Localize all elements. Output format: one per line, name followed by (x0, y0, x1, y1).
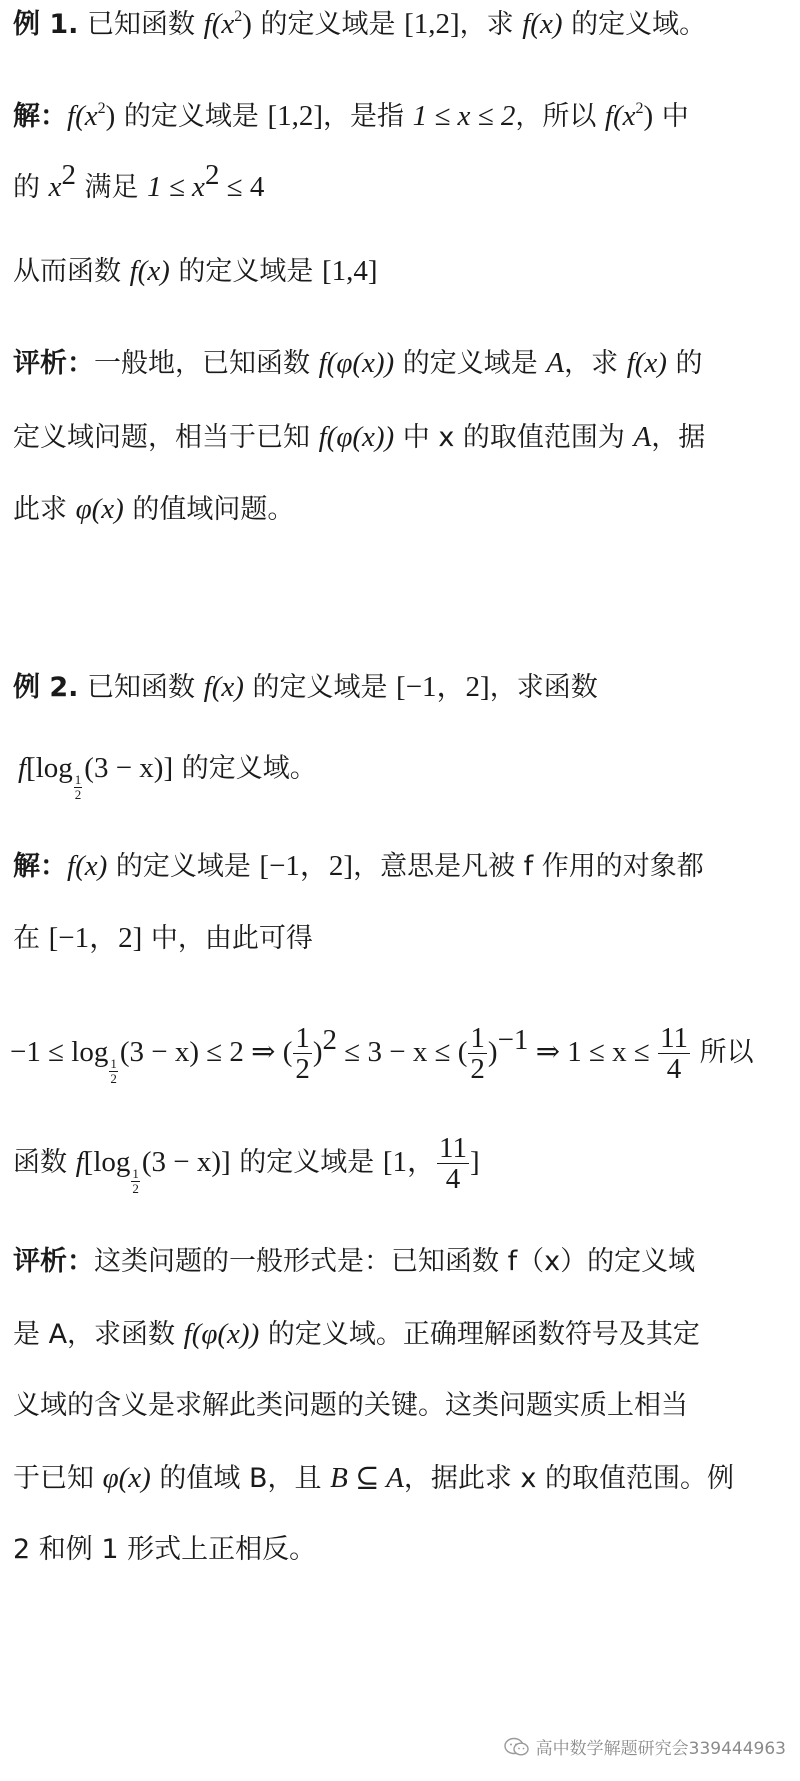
example-1-comment-end: 此求 φ(x) 的值域问题。 (13, 493, 295, 525)
example-2-comment: 评析：这类问题的一般形式是：已知函数 f（x）的定义域 (13, 1246, 696, 1277)
example-label: 例 2. (13, 672, 79, 703)
log-base-fraction: $\frac{1}{2}$ (110, 1056, 117, 1086)
example-2-conclusion: 函数 f[log $\frac{1}{2}$ (3 − x)] 的定义域是 [1， $\frac{11}{4}$ ] (13, 1132, 480, 1196)
example-1-comment: 评析：一般地，已知函数 f(φ(x)) 的定义域是 A，求 f(x) 的 (13, 347, 703, 379)
example-2-comment-cont: 义域的含义是求解此类问题的关键。这类问题实质上相当 (13, 1390, 688, 1421)
example-label: 例 1. (13, 9, 79, 40)
example-2-question-cont: f[log $\frac{1}{2}$ (3 − x)] 的定义域。 (18, 752, 317, 802)
fraction-eleven-quarters: $\frac{11}{4}$ (660, 1022, 689, 1085)
example-2-solution-cont: 在 [−1，2] 中，由此可得 (13, 922, 313, 954)
watermark (504, 1734, 786, 1759)
example-2-solution: 解：f(x) 的定义域是 [−1，2]，意思是凡被 f 作用的对象都 (13, 850, 704, 882)
example-2-comment-cont: 于已知 φ(x) 的值域 B，且 B ⊆ A，据此求 x 的取值范围。例 (13, 1462, 734, 1494)
solution-label: 解： (13, 101, 67, 132)
comment-label: 评析： (13, 348, 94, 379)
example-1-comment-cont: 定义域问题，相当于已知 f(φ(x)) 中 x 的取值范围为 A，据 (13, 421, 706, 453)
example-1-solution-cont: 的 $x^2$ 满足 $1 \le x^2 \le 4$ (13, 159, 265, 203)
example-2-inequality: −1 ≤ log $\frac{1}{2}$ (3 − x) ≤ 2 ⇒ ( $\frac{1}{2}$ )$^2$ ≤ 3 − x ≤ ( $\frac{1}{2}$ )$^{-1}$ ⇒ 1 ≤ x ≤ $\frac{11}{4}$ 所以 (10, 1022, 754, 1086)
comment-label: 评析： (13, 1246, 94, 1277)
example-1-question: 例 1. 已知函数 $f(x^2)$ 的定义域是 [1,2]，求 f(x) 的定义域。 (13, 8, 707, 40)
example-2-comment-cont: 是 A，求函数 f(φ(x)) 的定义域。正确理解函数符号及其定 (13, 1318, 700, 1350)
fraction-eleven-quarters: $\frac{11}{4}$ (439, 1132, 467, 1195)
example-2-comment-end: 2 和例 1 形式上正相反。 (13, 1534, 317, 1565)
example-1-conclusion: 从而函数 f(x) 的定义域是 [1,4] (13, 255, 378, 287)
log-base-fraction: $\frac{1}{2}$ (132, 1166, 139, 1196)
watermark-text: 高中数学解题研究会339444963 (535, 1739, 786, 1759)
fraction-one-half: $\frac{1}{2}$ (295, 1022, 310, 1085)
wechat-icon (504, 1737, 530, 1757)
solution-label: 解： (13, 851, 67, 882)
log-base-fraction: $\frac{1}{2}$ (74, 772, 82, 802)
example-2-question: 例 2. 已知函数 f(x) 的定义域是 [−1，2]，求函数 (13, 671, 598, 703)
example-1-solution: 解：$f(x^2)$ 的定义域是 [1,2]，是指 1 ≤ x ≤ 2，所以 $f(x^2)$ 中 (13, 100, 689, 132)
fraction-one-half: $\frac{1}{2}$ (470, 1022, 485, 1085)
